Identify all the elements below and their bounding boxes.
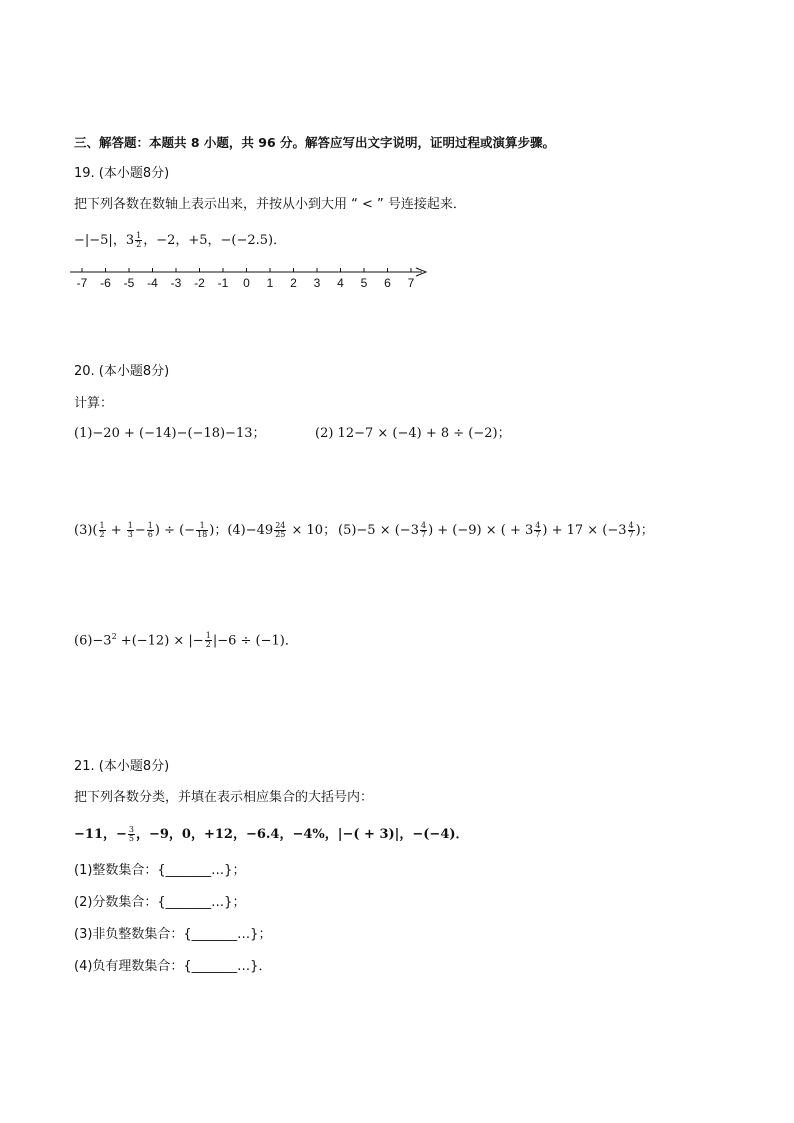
axis-tick-label: 7 — [407, 276, 415, 290]
q20-instruction: 计算： — [74, 396, 114, 411]
q20-p3-frac4 — [196, 522, 208, 539]
axis-tick-label: 6 — [384, 276, 391, 290]
frac-num: 1 — [196, 522, 208, 531]
frac-num: 1 — [147, 521, 153, 530]
q20-p5-d: )； — [635, 523, 654, 538]
q20-p6-frac — [205, 632, 212, 649]
q20-p6-exponent: 2 — [111, 632, 117, 641]
q20-p5-b: ) + (−9) × ( + 3 — [428, 523, 534, 538]
frac-num: 4 — [628, 521, 634, 530]
q19-numbers — [74, 232, 286, 250]
axis-tick-label: 4 — [337, 276, 344, 290]
q21-instruction: 把下列各数分类，并填在表示相应集合的大括号内： — [74, 790, 374, 805]
q19-frac-num: 1 — [136, 231, 142, 240]
frac-num: 24 — [275, 521, 286, 530]
q20-part6 — [74, 628, 298, 650]
frac-num: 3 — [128, 825, 134, 834]
frac-den: 25 — [275, 530, 286, 539]
frac-den: 7 — [420, 530, 427, 539]
q19-instruction: 把下列各数在数轴上表示出来，并按从小到大用 “ < ” 号连接起来． — [74, 197, 466, 212]
q19-frac-den: 2 — [136, 240, 142, 249]
q20-p5-frac2 — [534, 522, 541, 539]
q19-fraction — [135, 232, 142, 249]
q21-set-fractions: (2)分数集合：{_______…}； — [74, 895, 246, 910]
q21-set-nonneg-integers: (3)非负整数集合：{_______…}； — [74, 927, 272, 942]
axis-tick-label: 2 — [290, 276, 297, 290]
q19-mixed-int: 3 — [125, 233, 135, 248]
q20-p6-b: +(−12) × |− — [116, 633, 204, 649]
q21-set-neg-rationals: (4)负有理数集合：{_______…}． — [74, 959, 272, 974]
q20-p3-frac3 — [147, 522, 154, 539]
axis-tick-label: -6 — [100, 276, 111, 290]
number-line — [70, 262, 440, 296]
frac-den: 18 — [197, 530, 208, 539]
q21-set-integers: (1)整数集合：{_______…}； — [74, 863, 246, 878]
q20-p6-a: (6)−3 — [74, 633, 112, 649]
axis-tick-label: 0 — [243, 276, 250, 290]
axis-tick-label: -2 — [194, 276, 205, 290]
op: ) ÷ (− — [154, 523, 196, 538]
q20-p4-frac — [274, 522, 286, 539]
q20-part1: (1)−20 + (−14)−(−18)−13； — [74, 426, 266, 441]
axis-tick-label: -7 — [76, 276, 88, 290]
frac-num: 4 — [420, 521, 427, 530]
section-header: 三、解答题：本题共 8 小题，共 96 分。解答应写出文字说明，证明过程或演算步骤。 — [74, 135, 556, 150]
q20-p6-c: |−6 ÷ (−1)． — [212, 633, 298, 649]
q20-part2: (2) 12−7 × (−4) + 8 ÷ (−2)； — [315, 426, 511, 441]
q21-fraction — [128, 826, 135, 843]
q20-p5-frac3 — [628, 522, 635, 539]
axis-tick-label: 5 — [360, 276, 368, 290]
frac-den: 7 — [628, 530, 634, 539]
q20-p5-c: ) + 17 × (−3 — [542, 523, 627, 538]
q21-numbers — [74, 826, 469, 844]
axis-tick-label: -4 — [147, 276, 158, 290]
q21-title: 21. (本小题8分) — [74, 759, 170, 774]
frac-den: 2 — [99, 530, 105, 539]
q21-nums-b: ，−9，0，+12，−6.4，−4%，|−( + 3)|，−(−4)． — [135, 827, 469, 842]
q20-p4-label: (4)−49 — [227, 523, 274, 538]
axis-tick-label: -3 — [170, 276, 182, 290]
frac-den: 5 — [128, 834, 134, 843]
q19-nums-a: −|−5|， — [74, 233, 126, 248]
q20-p3-label: (3)( — [74, 523, 98, 538]
frac-den: 7 — [535, 530, 541, 539]
frac-num: 1 — [99, 521, 105, 530]
frac-den: 6 — [147, 530, 153, 539]
frac-num: 1 — [127, 521, 133, 530]
op: × 10； — [287, 523, 337, 538]
op: − — [134, 523, 146, 538]
q20-title: 20. (本小题8分) — [74, 364, 170, 379]
axis-tick-label: 3 — [313, 276, 321, 290]
op: )； — [209, 523, 228, 538]
frac-num: 4 — [535, 521, 541, 530]
frac-den: 3 — [127, 530, 133, 539]
q21-nums-a: −11，− — [74, 827, 127, 842]
axis-tick-label: -5 — [123, 276, 135, 290]
axis-tick-label: 1 — [266, 276, 274, 290]
q20-part5 — [338, 522, 654, 540]
op: + — [106, 523, 126, 538]
q20-p3-frac1 — [99, 522, 106, 539]
axis-tick-label: -1 — [217, 276, 229, 290]
q19-nums-b: ，−2，+5，−(−2.5)． — [143, 233, 287, 248]
q19-title: 19. (本小题8分) — [74, 166, 170, 181]
q20-part3-4 — [74, 522, 336, 540]
axis-ticks — [77, 268, 415, 290]
q20-p5-frac1 — [420, 522, 427, 539]
frac-den: 2 — [205, 640, 211, 650]
frac-num: 1 — [205, 631, 211, 641]
q20-p5-a: (5)−5 × (−3 — [338, 523, 419, 538]
q20-p3-frac2 — [127, 522, 134, 539]
